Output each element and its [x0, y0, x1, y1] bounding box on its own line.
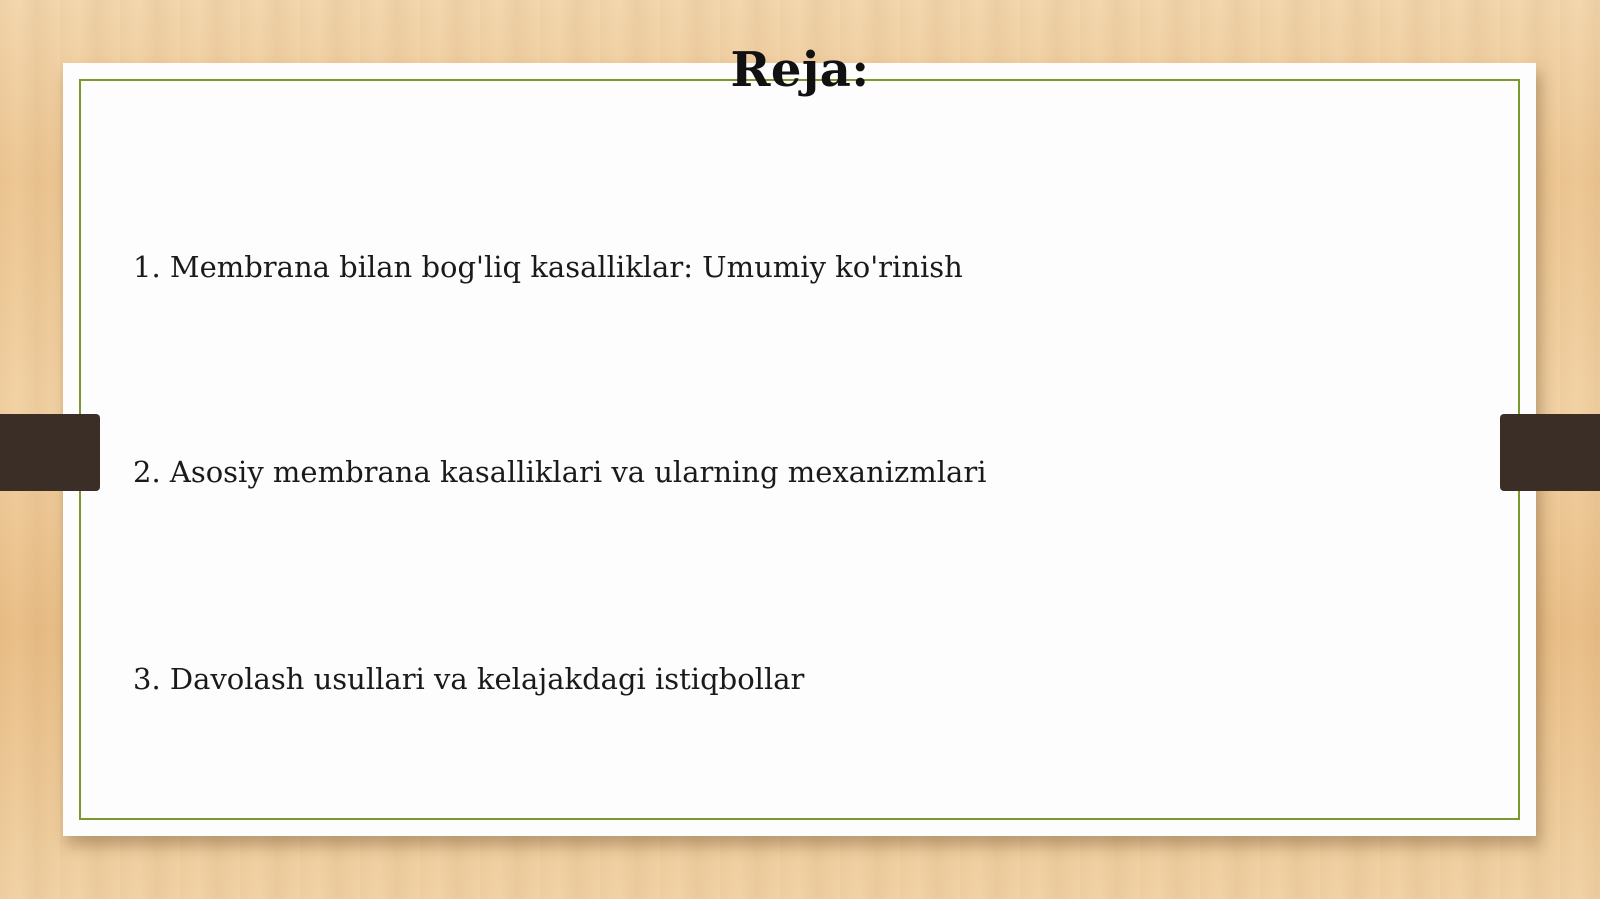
slide-title: Reja: — [730, 42, 870, 98]
plan-item-1: 1. Membrana bilan bog'liq kasalliklar: Umumiy ko'rinish — [133, 250, 963, 284]
plan-item-2: 2. Asosiy membrana kasalliklari va ularning mexanizmlari — [133, 455, 987, 489]
slide-card — [63, 63, 1536, 836]
plan-item-3: 3. Davolash usullari va kelajakdagi istiqbollar — [133, 662, 805, 696]
right-decorative-tab — [1500, 414, 1600, 491]
slide-border-frame — [79, 79, 1520, 820]
left-decorative-tab — [0, 414, 100, 491]
